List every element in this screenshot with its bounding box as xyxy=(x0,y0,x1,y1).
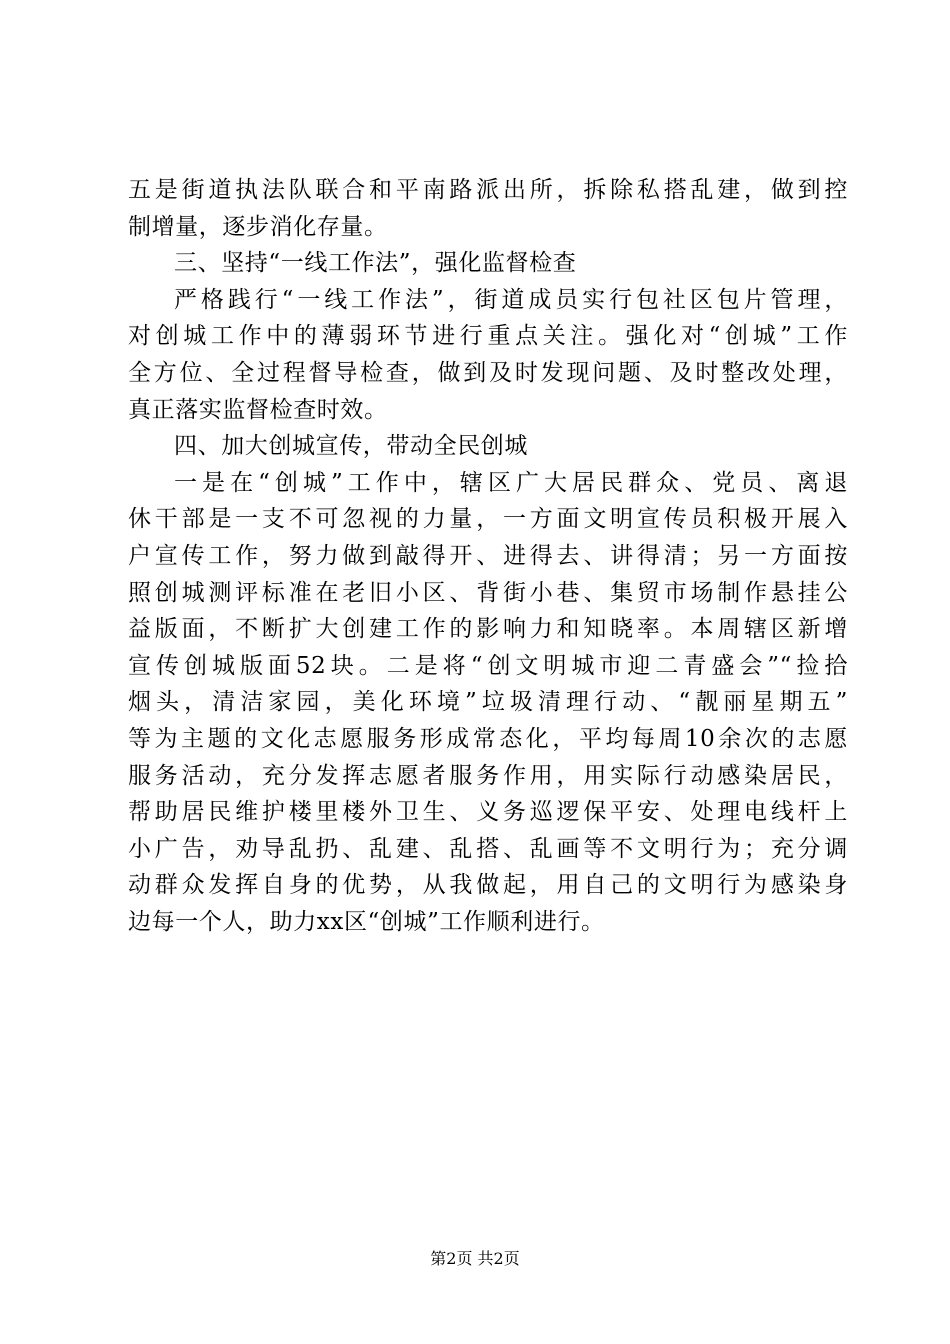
document-body xyxy=(128,172,848,940)
text-line: 益版面，不断扩大创建工作的影响力和知晓率。本周辖区新增 xyxy=(128,616,848,643)
text-line: 对创城工作中的薄弱环节进行重点关注。强化对“创城”工作 xyxy=(128,323,848,350)
text-line: 帮助居民维护楼里楼外卫生、义务巡逻保平安、处理电线杆上 xyxy=(128,799,848,826)
text-line: 休干部是一支不可忽视的力量，一方面文明宣传员积极开展入 xyxy=(128,506,848,533)
text-line: 服务活动，充分发挥志愿者服务作用，用实际行动感染居民， xyxy=(128,762,848,789)
text-line: 四、加大创城宣传，带动全民创城 xyxy=(174,433,528,460)
text-line: 制增量，逐步消化存量。 xyxy=(128,213,388,240)
text-line: 户宣传工作，努力做到敲得开、进得去、讲得清；另一方面按 xyxy=(128,542,848,569)
text-line: 动群众发挥自身的优势，从我做起，用自己的文明行为感染身 xyxy=(128,872,848,899)
text-line: 小广告，劝导乱扔、乱建、乱搭、乱画等不文明行为；充分调 xyxy=(128,835,848,862)
text-line: 照创城测评标准在老旧小区、背街小巷、集贸市场制作悬挂公 xyxy=(128,579,848,606)
text-line: 烟头，清洁家园，美化环境”垃圾清理行动、“靓丽星期五” xyxy=(128,689,848,716)
text-line: 三、坚持“一线工作法”，强化监督检查 xyxy=(174,250,577,277)
text-line: 边每一个人，助力xx区“创城”工作顺利进行。 xyxy=(128,908,605,935)
text-line: 严格践行“一线工作法”，街道成员实行包社区包片管理， xyxy=(174,286,848,313)
text-line: 一是在“创城”工作中，辖区广大居民群众、党员、离退 xyxy=(174,469,848,496)
text-line: 全方位、全过程督导检查，做到及时发现问题、及时整改处理， xyxy=(128,359,848,386)
text-line: 五是街道执法队联合和平南路派出所，拆除私搭乱建，做到控 xyxy=(128,177,848,203)
text-line: 等为主题的文化志愿服务形成常态化，平均每周10余次的志愿 xyxy=(128,725,848,752)
page-number-footer: 第2页 共2页 xyxy=(430,1249,520,1268)
text-line: 真正落实监督检查时效。 xyxy=(128,396,388,423)
text-line: 宣传创城版面52块。二是将“创文明城市迎二青盛会”“捡拾 xyxy=(128,652,848,679)
